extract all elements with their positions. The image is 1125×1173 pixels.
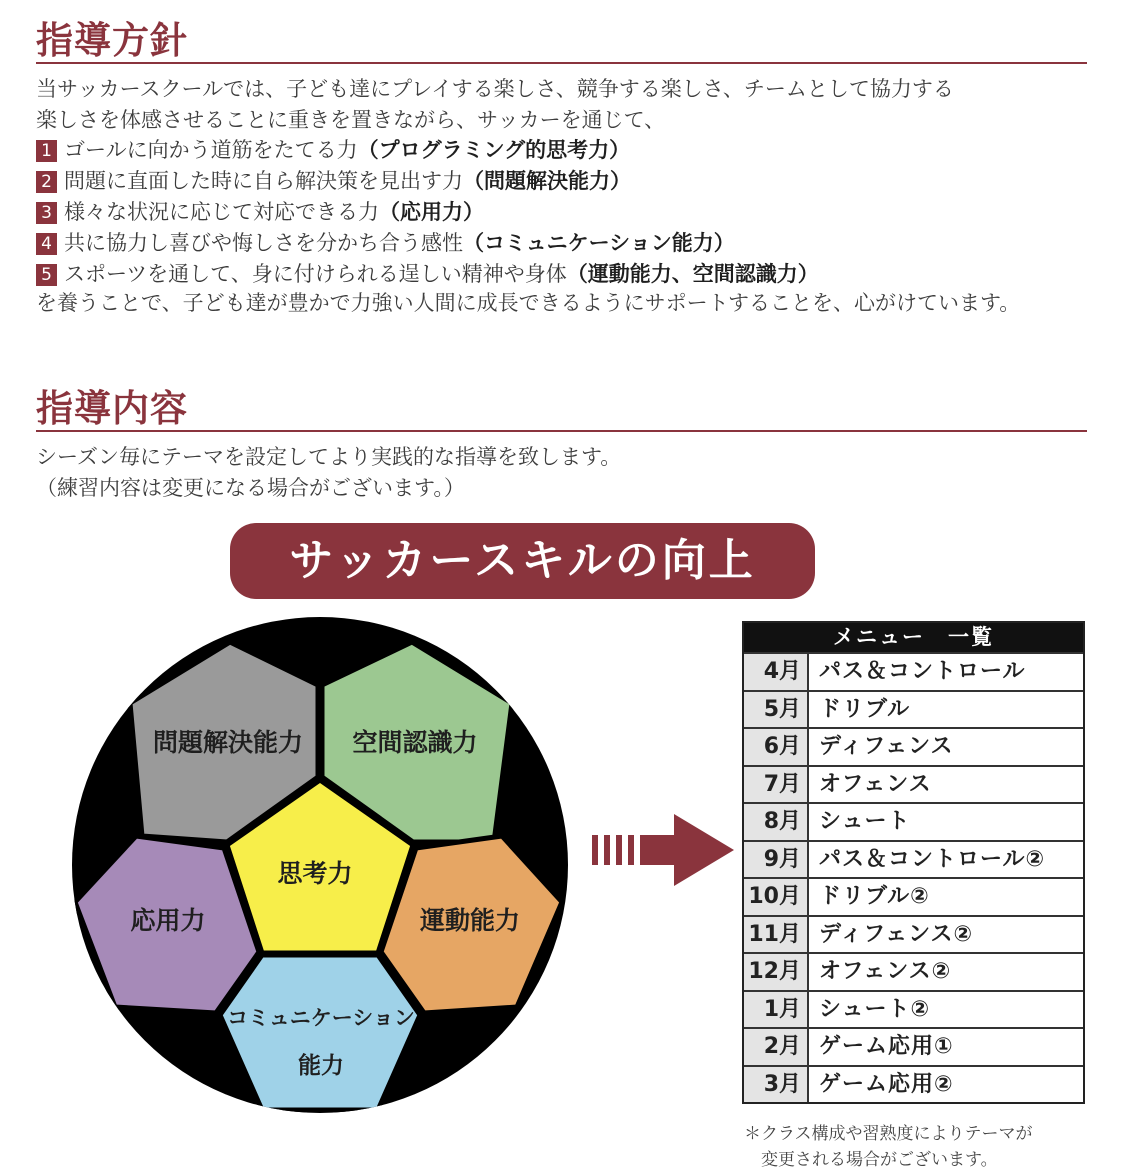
label-thinking: 思考力 — [277, 859, 353, 888]
panel-communication — [220, 955, 420, 1110]
point-label: （運動能力、空間認識力） — [566, 262, 819, 286]
soccer-ball-diagram — [70, 610, 570, 1120]
menu-theme: ディフェンス — [819, 734, 954, 759]
menu-note — [744, 1121, 1033, 1173]
menu-theme: パス＆コントロール② — [819, 846, 1046, 872]
point-number-badge: 2 — [36, 171, 57, 193]
point-label: （問題解決能力） — [463, 169, 631, 193]
menu-theme: パス＆コントロール — [819, 659, 1026, 684]
menu-row — [744, 952, 1083, 990]
menu-theme: ゲーム応用① — [819, 1034, 954, 1059]
menu-theme: ドリブル — [819, 696, 911, 722]
menu-theme: ゲーム応用② — [819, 1071, 954, 1097]
policy-divider — [36, 62, 1087, 64]
content-divider — [36, 430, 1087, 432]
point-number-badge: 5 — [36, 264, 57, 286]
menu-row — [744, 1027, 1083, 1065]
menu-month: 3月 — [744, 1067, 809, 1103]
point-label: （プログラミング的思考力） — [357, 138, 631, 162]
skill-banner: サッカースキルの向上 — [230, 523, 815, 599]
menu-month: 4月 — [744, 654, 809, 690]
policy-point-4 — [36, 228, 735, 258]
policy-intro-line-1: 当サッカースクールでは、子ども達にプレイする楽しさ、競争する楽しさ、チームとして協力する — [36, 77, 954, 101]
menu-row — [744, 690, 1083, 728]
label-spatial-awareness: 空間認識力 — [352, 728, 478, 757]
content-line-1: シーズン毎にテーマを設定してより実践的な指導を致します。 — [36, 445, 622, 469]
policy-title: 指導方針 — [36, 19, 188, 62]
point-text: 様々な状況に応じて対応できる力 — [64, 200, 379, 224]
menu-month: 11月 — [744, 917, 809, 953]
label-problem-solving: 問題解決能力 — [152, 728, 304, 757]
point-number-badge: 1 — [36, 140, 57, 162]
menu-row — [744, 840, 1083, 878]
menu-month: 5月 — [744, 692, 809, 728]
menu-row — [744, 1065, 1083, 1103]
menu-month: 9月 — [744, 842, 809, 878]
menu-row — [744, 990, 1083, 1028]
policy-closing: を養うことで、子ども達が豊かで力強い人間に成長できるようにサポートすることを、心がけています。 — [36, 291, 1021, 315]
content-title: 指導内容 — [36, 387, 188, 430]
label-communication: コミュニケーション — [227, 1006, 415, 1030]
menu-theme: オフェンス — [819, 771, 932, 797]
point-number-badge: 3 — [36, 202, 57, 224]
menu-theme: ドリブル② — [819, 884, 930, 909]
label-application: 応用力 — [130, 906, 206, 935]
menu-month: 10月 — [744, 879, 809, 915]
point-text: ゴールに向かう道筋をたてる力 — [64, 138, 358, 162]
policy-point-5 — [36, 259, 819, 289]
menu-row — [744, 877, 1083, 915]
point-label: （コミュニケーション能力） — [463, 231, 735, 255]
menu-theme: シュート — [819, 809, 911, 834]
menu-row — [744, 802, 1083, 840]
menu-row — [744, 727, 1083, 765]
point-text: 共に協力し喜びや悔しさを分かち合う感性 — [64, 231, 463, 255]
menu-month: 12月 — [744, 954, 809, 990]
content-description — [36, 442, 621, 503]
label-communication-ability: 能力 — [298, 1053, 344, 1079]
menu-row — [744, 765, 1083, 803]
menu-theme: ディフェンス② — [819, 921, 974, 947]
menu-theme: オフェンス② — [819, 959, 952, 984]
point-text: スポーツを通して、身に付けられる逞しい精神や身体 — [64, 262, 567, 286]
arrow-right-icon — [588, 812, 738, 888]
policy-intro-line-2: 楽しさを体感させることに重きを置きながら、サッカーを通じて、 — [36, 107, 666, 132]
policy-point-2 — [36, 166, 631, 196]
menu-header: メニュー 一覧 — [744, 623, 1083, 652]
menu-row — [744, 915, 1083, 953]
menu-month: 6月 — [744, 729, 809, 765]
point-text: 問題に直面した時に自ら解決策を見出す力 — [64, 169, 463, 193]
menu-note-line-2: 変更される場合がございます。 — [761, 1150, 998, 1170]
content-line-2: （練習内容は変更になる場合がございます。） — [36, 475, 465, 500]
policy-intro — [36, 74, 954, 135]
menu-theme: シュート② — [819, 996, 931, 1022]
menu-month: 2月 — [744, 1029, 809, 1065]
menu-month: 1月 — [744, 992, 809, 1028]
menu-row — [744, 652, 1083, 690]
menu-table — [742, 621, 1085, 1104]
label-motor-skills: 運動能力 — [419, 906, 521, 935]
menu-month: 8月 — [744, 804, 809, 840]
policy-point-1 — [36, 135, 630, 165]
point-label: （応用力） — [379, 200, 484, 224]
menu-note-line-1: ＊クラス構成や習熟度によりテーマが — [744, 1124, 1033, 1144]
menu-month: 7月 — [744, 767, 809, 803]
point-number-badge: 4 — [36, 233, 57, 255]
policy-point-3 — [36, 197, 484, 227]
